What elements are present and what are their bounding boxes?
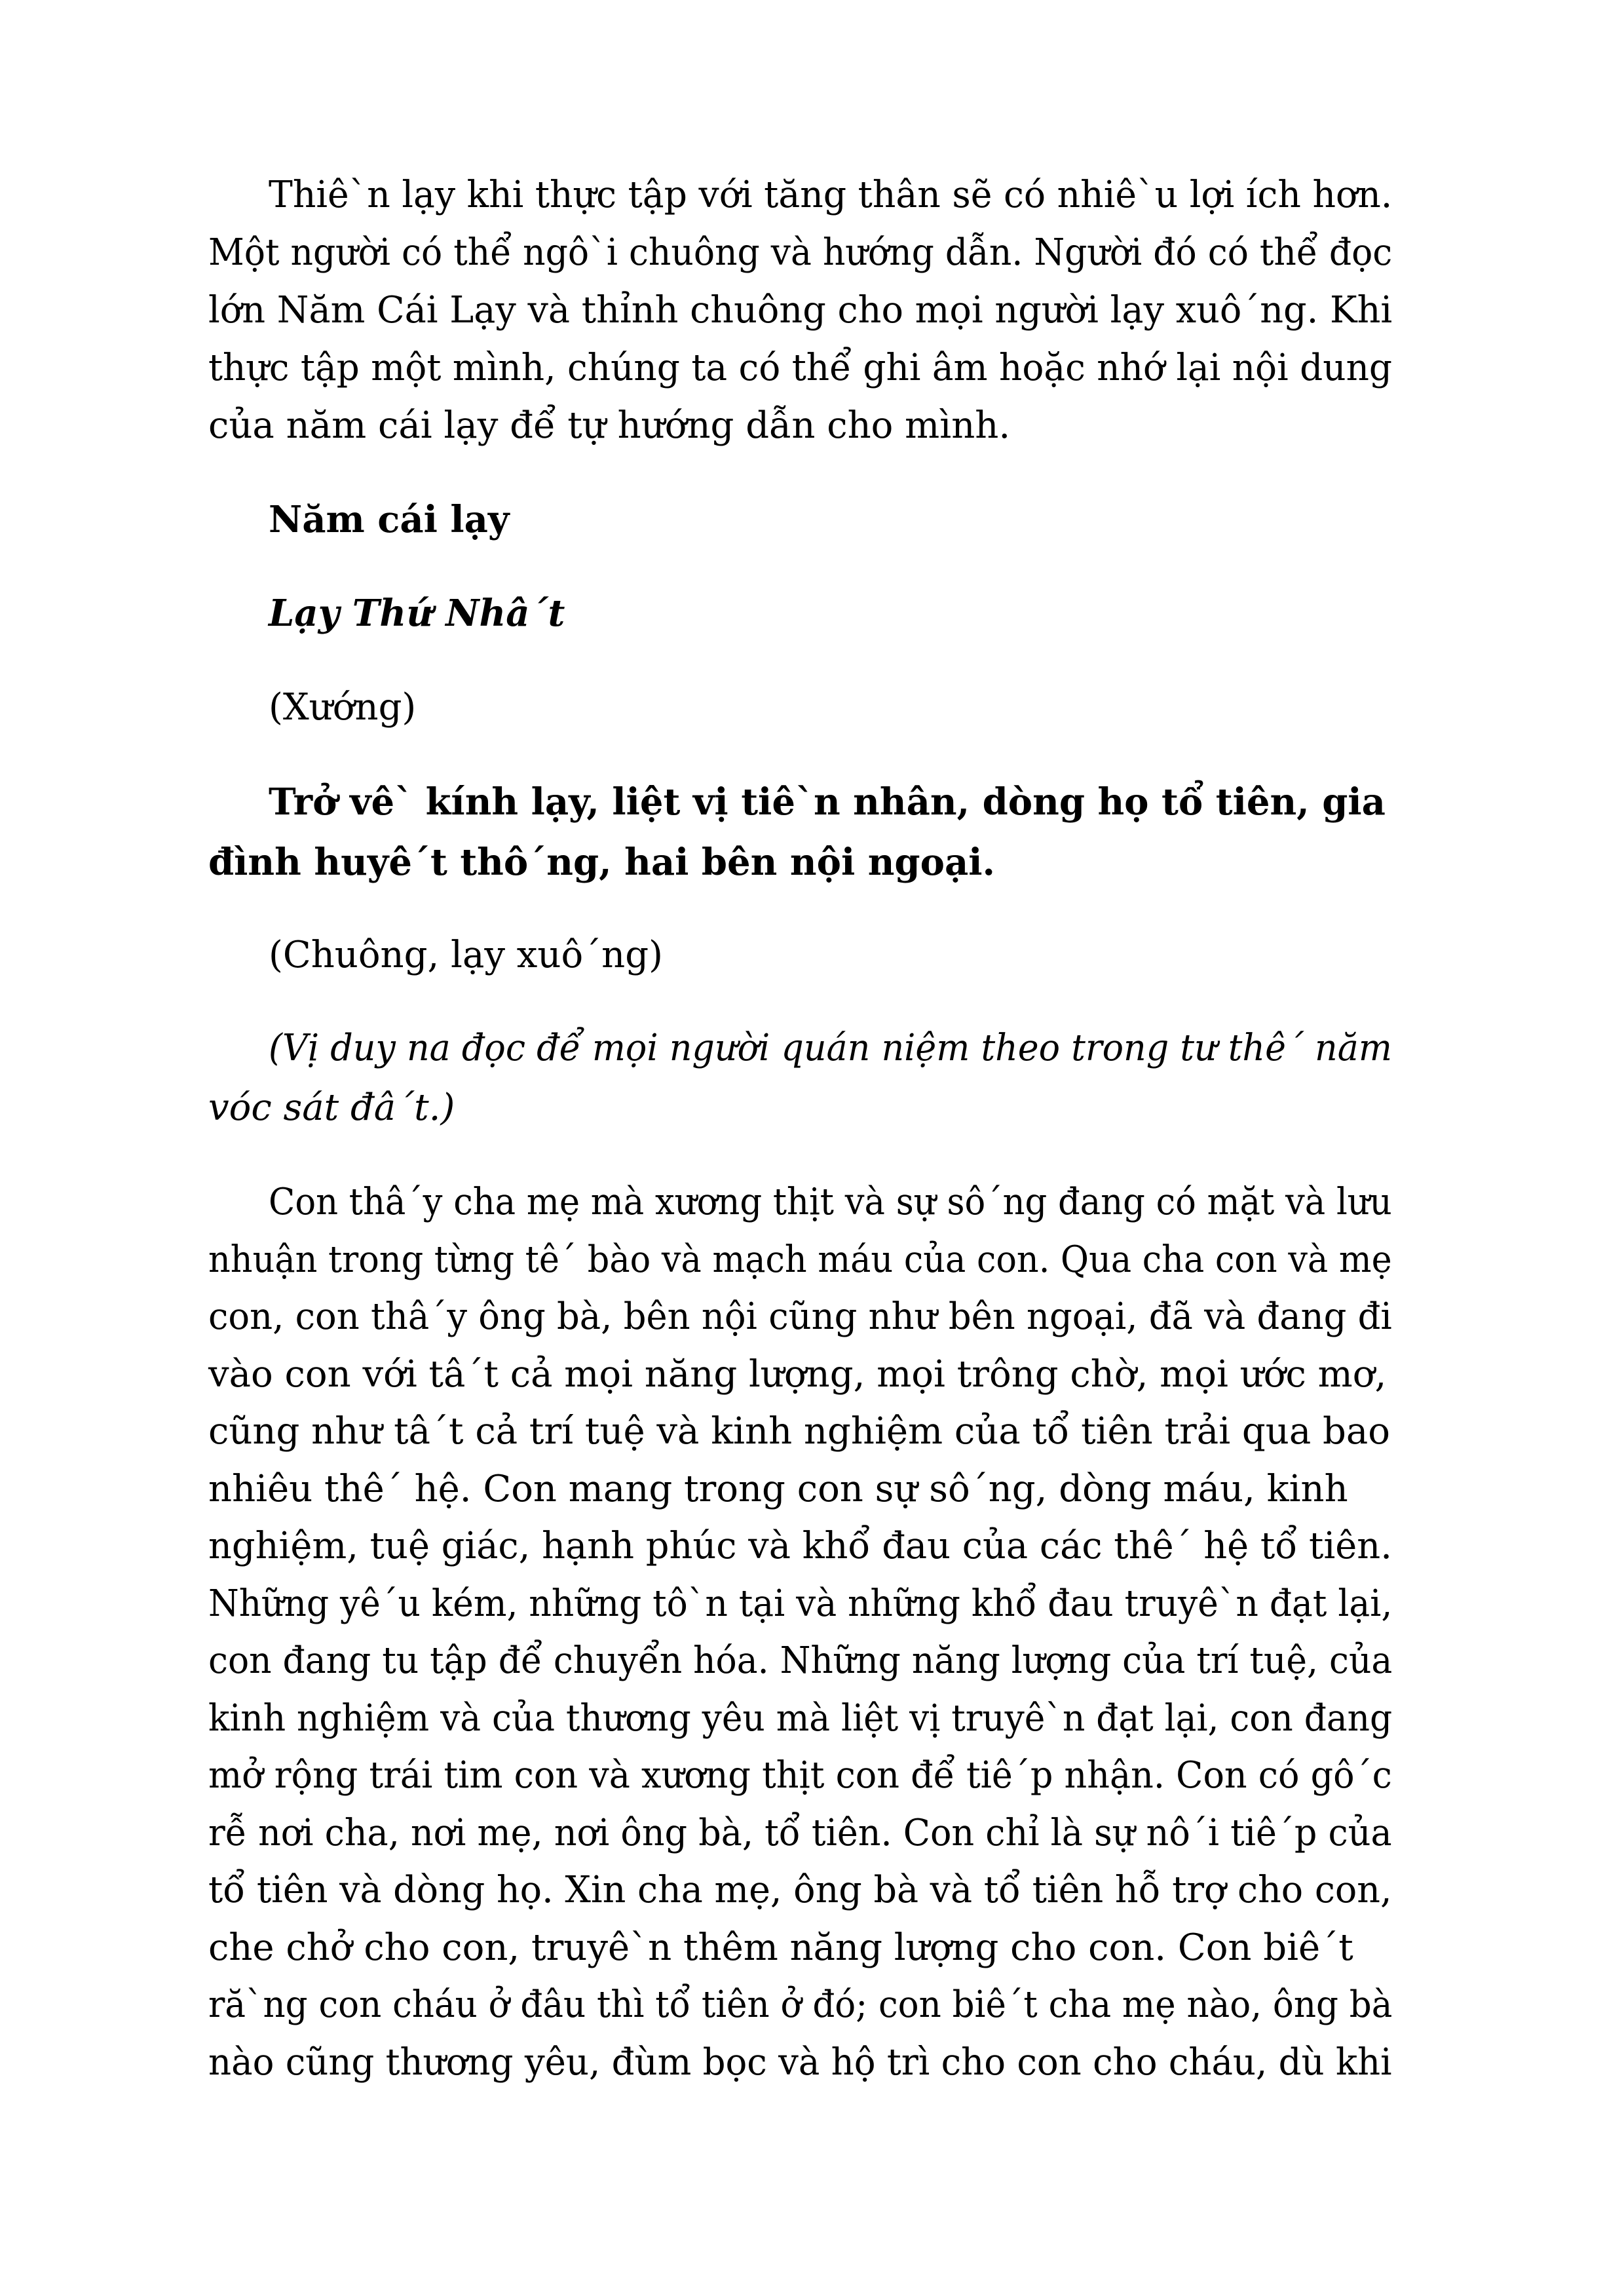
meditation-line: nghiệm, tuệ giác, hạnh phúc và khổ đau của các thê´ hệ tổ tiên. [208, 1525, 1392, 1567]
section-heading: Năm cái lạy [269, 498, 510, 541]
meditation-line: che chở cho con, truyê`n thêm năng lượng cho con. Con biê´t [208, 1926, 1353, 1969]
bell-cue: (Chuông, lạy xuô´ng) [269, 934, 663, 976]
meditation-line: kinh nghiệm và của thương yêu mà liệt vị truyê`n đạt lại, con đang [208, 1697, 1393, 1740]
intro-line: thực tập một mình, chúng ta có thể ghi âm hoặc nhớ lại nội dung [208, 347, 1393, 389]
meditation-line: Những yê´u kém, những tô`n tại và những khổ đau truyê`n đạt lại, [208, 1582, 1393, 1625]
meditation-line: cũng như tâ´t cả trí tuệ và kinh nghiệm của tổ tiên trải qua bao [208, 1410, 1390, 1453]
meditation-line: Con thâ´y cha mẹ mà xương thịt và sự sô´ng đang có mặt và lưu [269, 1181, 1392, 1223]
subheading: Lạy Thứ Nhâ´t [269, 592, 565, 635]
meditation-line: nhiêu thê´ hệ. Con mang trong con sự sô´ng, dòng máu, kinh [208, 1468, 1348, 1510]
intro-line: lớn Năm Cái Lạy và thỉnh chuông cho mọi người lạy xuô´ng. Khi [208, 289, 1393, 332]
chant-cue: (Xướng) [269, 686, 417, 729]
invocation-line: đình huyê´t thô´ng, hai bên nội ngoại. [208, 841, 995, 884]
meditation-line: nhuận trong từng tê´ bào và mạch máu của con. Qua cha con và mẹ [208, 1238, 1392, 1281]
meditation-line: mở rộng trái tim con và xương thịt con để tiê´p nhận. Con có gô´c [208, 1754, 1392, 1797]
instruction-line: vóc sát đâ´t.) [208, 1086, 455, 1129]
meditation-line: ră`ng con cháu ở đâu thì tổ tiên ở đó; con biê´t cha mẹ nào, ông bà [208, 1983, 1393, 2026]
meditation-line: con đang tu tập để chuyển hóa. Những năng lượng của trí tuệ, của [208, 1639, 1393, 1682]
intro-line: Một người có thể ngô`i chuông và hướng dẫn. Người đó có thể đọc [208, 231, 1393, 274]
meditation-line: tổ tiên và dòng họ. Xin cha mẹ, ông bà và tổ tiên hỗ trợ cho con, [208, 1869, 1392, 1911]
meditation-line: vào con với tâ´t cả mọi năng lượng, mọi trông chờ, mọi ước mơ, [208, 1353, 1387, 1396]
invocation-line: Trở vê` kính lạy, liệt vị tiê`n nhân, dòng họ tổ tiên, gia [269, 780, 1386, 824]
meditation-line: rễ nơi cha, nơi mẹ, nơi ông bà, tổ tiên. Con chỉ là sự nô´i tiê´p của [208, 1812, 1392, 1854]
meditation-line: nào cũng thương yêu, đùm bọc và hộ trì cho con cho cháu, dù khi [208, 2041, 1392, 2084]
intro-line: Thiê`n lạy khi thực tập với tăng thân sẽ có nhiê`u lợi ích hơn. [269, 174, 1393, 216]
intro-line: của năm cái lạy để tự hướng dẫn cho mình. [208, 404, 1011, 447]
meditation-line: con, con thâ´y ông bà, bên nội cũng như bên ngoại, đã và đang đi [208, 1295, 1392, 1338]
instruction-line: (Vị duy na đọc để mọi người quán niệm theo trong tư thê´ năm [269, 1027, 1392, 1069]
